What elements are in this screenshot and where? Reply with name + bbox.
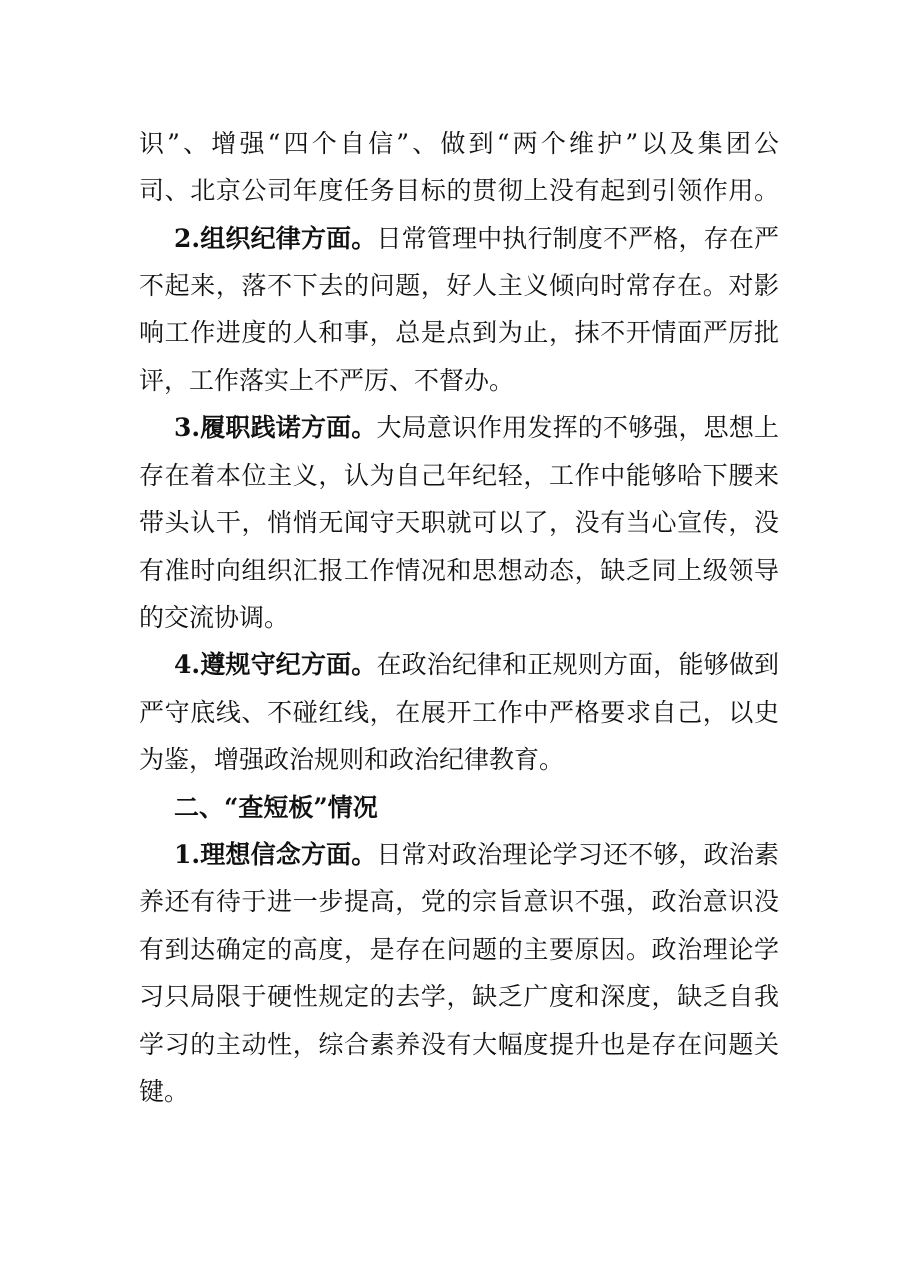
text-line (139, 124, 779, 164)
section-heading (174, 788, 779, 828)
paragraph-start-line (174, 835, 779, 875)
line-text: 的交流协调。 (139, 603, 290, 632)
line-text: 有准时向组织汇报工作情况和思想动态，缺乏同上级领导 (139, 556, 779, 585)
text-line (139, 313, 779, 353)
line-text: 习只局限于硬性规定的去学，缺乏广度和深度，缺乏自我 (139, 982, 779, 1011)
text-line (139, 503, 779, 543)
line-text: 存在着本位主义，认为自己年纪轻，工作中能够哈下腰来 (139, 461, 779, 490)
line-text: 养还有待于进一步提高，党的宗旨意识不强，政治意识没 (139, 887, 779, 916)
text-line (139, 456, 779, 496)
text-line (139, 1025, 779, 1065)
line-text: 评，工作落实上不严厉、不督办。 (139, 366, 515, 395)
paragraph-start-line (174, 408, 779, 448)
section-heading-text: 二、“查短板”情况 (174, 793, 378, 822)
line-text: 带头认干，悄悄无闻守天职就可以了，没有当心宣传，没 (139, 508, 779, 537)
text-line (139, 740, 779, 780)
text-line (139, 693, 779, 733)
text-line (139, 882, 779, 922)
line-text: 日常管理中执行制度不严格，存在严 (376, 224, 779, 253)
text-line (139, 598, 779, 638)
paragraph-start-line (174, 645, 779, 685)
text-line (139, 266, 779, 306)
text-line (139, 977, 779, 1017)
paragraph-start-line (174, 219, 779, 259)
line-text: 日常对政治理论学习还不够，政治素 (376, 840, 779, 869)
line-text: 响工作进度的人和事，总是点到为止，抹不开情面严厉批 (139, 318, 779, 347)
text-line (139, 930, 779, 970)
line-text: 有到达确定的高度，是存在问题的主要原因。政治理论学 (139, 935, 779, 964)
text-line (139, 361, 779, 401)
line-text: 大局意识作用发挥的不够强，思想上 (376, 413, 779, 442)
text-line (139, 171, 779, 211)
paragraph-heading: 4.遵规守纪方面。 (174, 650, 377, 679)
line-text: 识”、增强“四个自信”、做到“两个维护”以及集团公 (139, 129, 779, 158)
paragraph-heading: 2.组织纪律方面。 (174, 224, 377, 253)
paragraph-heading: 3.履职践诺方面。 (174, 413, 377, 442)
line-text: 司、北京公司年度任务目标的贯彻上没有起到引领作用。 (139, 176, 779, 205)
paragraph-heading: 1.理想信念方面。 (174, 840, 377, 869)
text-line (139, 1072, 779, 1112)
line-text: 严守底线、不碰红线，在展开工作中严格要求自己，以史 (139, 698, 779, 727)
line-text: 为鉴，增强政治规则和政治纪律教育。 (139, 745, 565, 774)
line-text: 在政治纪律和正规则方面，能够做到 (376, 650, 779, 679)
line-text: 键。 (139, 1077, 190, 1106)
line-text: 不起来，落不下去的问题，好人主义倾向时常存在。对影 (139, 271, 779, 300)
line-text: 学习的主动性，综合素养没有大幅度提升也是存在问题关 (139, 1030, 779, 1059)
text-line (139, 551, 779, 591)
